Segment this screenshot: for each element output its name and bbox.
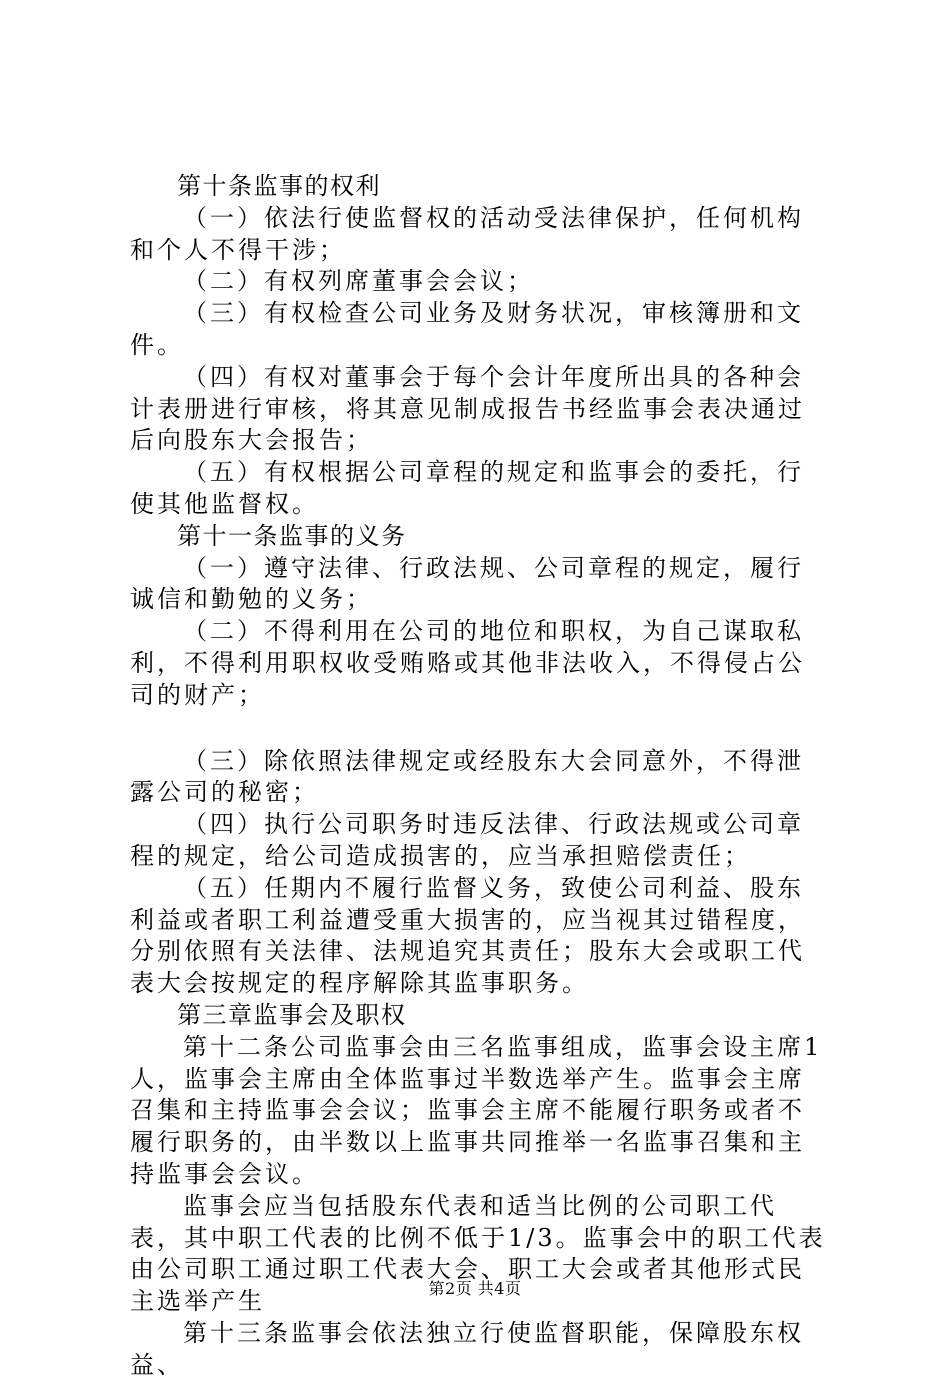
- paragraph: 监事会应当包括股东代表和适当比例的公司职工代表，其中职工代表的比例不低于1/3。监事会中的职工代表由公司职工通过职工代表大会、职工大会或者其他形式民主选举产生: [130, 1191, 826, 1316]
- paragraph: 第十二条公司监事会由三名监事组成，监事会设主席1人，监事会主席由全体监事过半数选举产生。监事会主席召集和主持监事会会议；监事会主席不能履行职务或者不履行职务的，由半数以上监事共同推举一名监事召集和主持监事会会议。: [130, 1032, 823, 1188]
- paragraph: （五）任期内不履行监督义务，致使公司利益、股东利益或者职工利益遭受重大损害的，应当视其过错程度，分别依照有关法律、法规追究其责任；股东大会或职工代表大会按规定的程序解除其监事职务。: [130, 873, 805, 998]
- section-heading: 第十一条监事的义务: [177, 521, 407, 550]
- paragraph: （三）有权检查公司业务及财务状况，审核簿册和文件。: [130, 299, 804, 359]
- paragraph: （四）执行公司职务时违反法律、行政法规或公司章程的规定，给公司造成损害的，应当承担赔偿责任；: [130, 810, 804, 870]
- paragraph: （五）有权根据公司章程的规定和监事会的委托，行使其他监督权。: [130, 458, 804, 518]
- document-body: [130, 171, 830, 1381]
- paragraph: （四）有权对董事会于每个会计年度所出具的各种会计表册进行审核，将其意见制成报告书经监事会表决通过后向股东大会报告；: [130, 362, 805, 455]
- paragraph: 第十三条监事会依法独立行使监督职能，保障股东权益、: [130, 1318, 804, 1379]
- paragraph: （三）除依照法律规定或经股东大会同意外，不得泄露公司的秘密；: [130, 746, 804, 807]
- page-footer: 第2页 共4页: [428, 1279, 522, 1298]
- paragraph: （二）不得利用在公司的地位和职权，为自己谋取私利，不得利用职权收受贿赂或其他非法收入，不得侵占公司的财产；: [130, 617, 805, 709]
- paragraph: （一）遵守法律、行政法规、公司章程的规定，履行诚信和勤勉的义务；: [130, 553, 804, 614]
- paragraph: （二）有权列席董事会会议；: [183, 267, 534, 296]
- paragraph: （一）依法行使监督权的活动受法律保护，任何机构和个人不得干涉；: [130, 203, 804, 264]
- section-heading: 第十条监事的权利: [177, 172, 381, 200]
- section-heading: 第三章监事会及职权: [177, 1000, 407, 1029]
